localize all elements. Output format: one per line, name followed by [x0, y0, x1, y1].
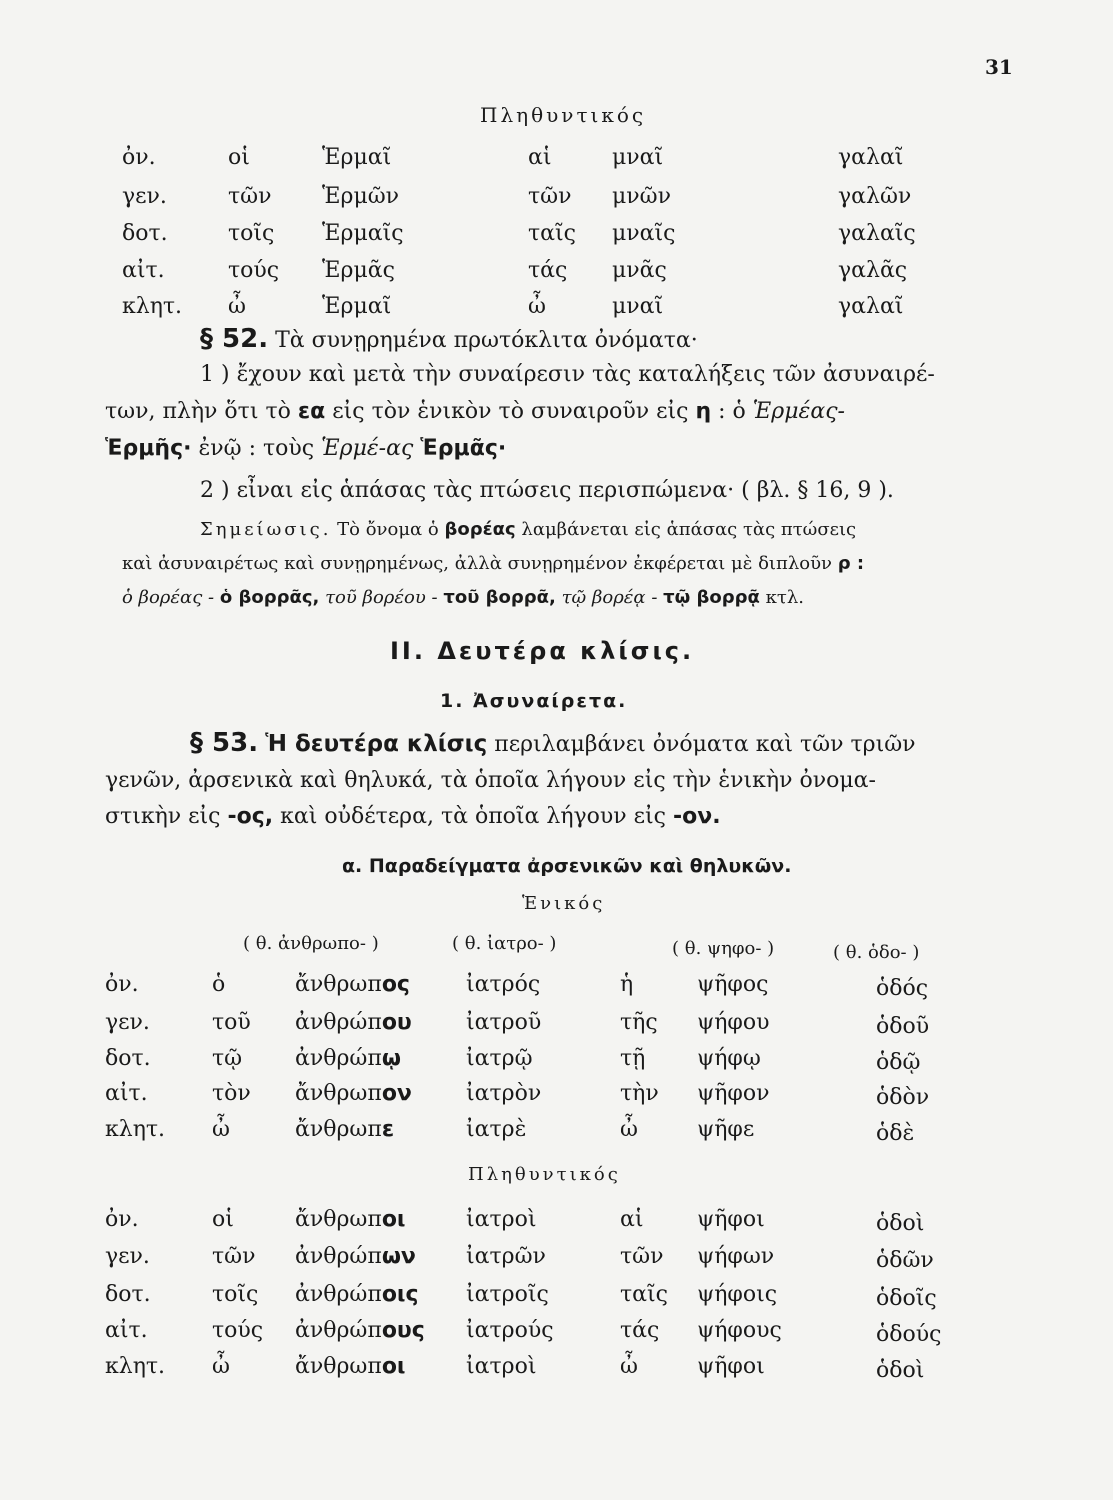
ending-part: ους [381, 1318, 425, 1343]
section-53-line2: γενῶν, ἀρσενικὰ καὶ θηλυκά, τὰ ὁποῖα λήγουν εἰς τὴν ἑνικὴν ὀνομα- [105, 768, 876, 793]
text-run: εἰς τὸν ἑνικὸν τὸ συναιροῦν εἰς [332, 399, 689, 424]
article: οἱ [212, 1207, 234, 1232]
word-boreas: βορέας [444, 519, 516, 540]
article: ὁ [212, 972, 226, 997]
noun-form: μνῶν [612, 184, 671, 209]
noun-psephos: ψήφῳ [697, 1046, 761, 1071]
noun-form: γαλῶν [838, 184, 912, 209]
singular-heading: Ἑνικός [522, 893, 606, 914]
case-label: αἰτ. [105, 1081, 148, 1106]
text-run: : ὁ [718, 399, 746, 424]
ending-part: ῳ [381, 1046, 401, 1071]
ending-ea: εα [297, 399, 326, 424]
stem-part: ἀνθρώπ [295, 1318, 382, 1343]
case-label: δοτ. [105, 1282, 151, 1307]
article: τὴν [620, 1081, 659, 1106]
text-run: περιλαμβάνει ὀνόματα καὶ τῶν τριῶν [494, 732, 916, 757]
stem-part: ἀνθρώπ [295, 1010, 382, 1035]
case-label: κλητ. [105, 1354, 166, 1379]
noun-iatros: ἰατροῦ [466, 1010, 542, 1035]
noun-psephos: ψήφων [697, 1244, 775, 1269]
article: ὦ [528, 294, 546, 319]
text-run: κτλ. [765, 587, 805, 608]
text-run: στικὴν εἰς [105, 804, 221, 829]
article: τούς [228, 258, 280, 283]
noun-hodos: ὁδῶν [876, 1248, 934, 1273]
noun-anthropos [295, 1318, 425, 1343]
article: τῆς [620, 1010, 658, 1035]
noun-iatros: ἰατροὶ [466, 1354, 537, 1379]
section-52-heading [105, 324, 1010, 354]
noun-hodos: ὁδός [876, 976, 929, 1001]
noun-anthropos [295, 1010, 412, 1035]
noun-iatros: ἰατρὸν [466, 1081, 542, 1106]
text-run: τῷ βορέᾳ - [561, 587, 658, 608]
article: ὦ [212, 1354, 230, 1379]
section-ii-title: ΙΙ. Δευτέρα κλίσις. [390, 637, 695, 665]
stem-hodo: ( θ. ὁδο- ) [833, 942, 920, 963]
noun-form: γαλᾶς [838, 258, 908, 283]
noun-psephos: ψήφοις [697, 1282, 778, 1307]
noun-iatros: ἰατροὶ [466, 1207, 537, 1232]
case-label: γεν. [105, 1244, 150, 1269]
noun-iatros: ἰατρὲ [466, 1117, 527, 1142]
ending-os: -ος, [227, 804, 274, 829]
example-hermas: Ἑρμᾶς· [420, 436, 507, 461]
note-line3 [122, 587, 804, 608]
section-53-line1 [105, 728, 1010, 758]
noun-hodos: ὁδούς [876, 1322, 942, 1347]
noun-form: Ἑρμᾶς [322, 258, 395, 283]
ending-part: οις [381, 1282, 419, 1307]
article: τῶν [228, 184, 272, 209]
ending-part: οι [381, 1354, 406, 1379]
noun-hodos: ὁδὲ [876, 1121, 915, 1146]
noun-iatros: ἰατρούς [466, 1318, 554, 1343]
article: τοῦ [212, 1010, 251, 1035]
ending-part: ου [381, 1010, 412, 1035]
article: ὦ [228, 294, 246, 319]
noun-form: γαλαῖς [838, 221, 916, 246]
noun-hodos: ὁδοῦ [876, 1014, 930, 1039]
article: ἡ [620, 972, 634, 997]
text-run: καὶ ἀσυναιρέτως καὶ συνῃρημένως, ἀλλὰ συνῃρημένον ἐκφέρεται μὲ διπλοῦν [122, 553, 832, 574]
article: αἱ [528, 145, 552, 170]
noun-anthropos [295, 1081, 412, 1106]
case-label: δοτ. [105, 1046, 151, 1071]
noun-anthropos [295, 972, 410, 997]
noun-anthropos [295, 1207, 406, 1232]
text-run: των, πλὴν ὅτι τὸ [105, 399, 291, 424]
noun-form: μναῖ [612, 294, 664, 319]
article: ὦ [620, 1354, 638, 1379]
article: τῷ [212, 1046, 243, 1071]
noun-anthropos [295, 1244, 416, 1269]
text-run: τοῦ βορρᾶ, [443, 587, 556, 608]
ending-part: ων [381, 1244, 416, 1269]
case-label: γεν. [105, 1010, 150, 1035]
article: τοῖς [228, 221, 275, 246]
noun-iatros: ἰατρός [466, 972, 541, 997]
note-line2 [122, 553, 864, 574]
noun-anthropos [295, 1117, 394, 1142]
s52-point1-line2 [105, 399, 1010, 424]
noun-form: Ἑρμαῖ [322, 145, 392, 170]
stem-part: ἀνθρώπ [295, 1244, 382, 1269]
case-label: γεν. [122, 184, 167, 209]
stem-iatro: ( θ. ἰατρο- ) [452, 933, 557, 954]
noun-form: Ἑρμαῖς [322, 221, 404, 246]
article: τάς [528, 258, 568, 283]
noun-form: Ἑρμῶν [322, 184, 400, 209]
text-run: ἐνῷ : τοὺς [198, 436, 315, 461]
ending-part: ον [381, 1081, 412, 1106]
s52-point1-line1: 1 ) ἔχουν καὶ μετὰ τὴν συναίρεσιν τὰς καταλήξεις τῶν ἀσυναιρέ- [200, 362, 935, 387]
stem-part: ἄνθρωπ [295, 1081, 382, 1106]
article: τῇ [620, 1046, 646, 1071]
article: τοῖς [212, 1282, 259, 1307]
subsection-1-title: 1. Ἀσυναίρετα. [440, 690, 628, 712]
stem-part: ἄνθρωπ [295, 1207, 382, 1232]
ending-part: οι [381, 1207, 406, 1232]
term-second-declension: Ἡ δευτέρα κλίσις [265, 731, 488, 757]
case-label: αἰτ. [122, 258, 165, 283]
noun-anthropos [295, 1046, 401, 1071]
noun-psephos: ψήφου [697, 1010, 770, 1035]
article: αἱ [620, 1207, 644, 1232]
noun-hodos: ὁδοὶ [876, 1358, 925, 1383]
stem-part: ἀνθρώπ [295, 1282, 382, 1307]
letter-rho: ρ : [837, 553, 865, 574]
ending-on: -ον. [673, 804, 721, 829]
noun-psephos: ψῆφος [697, 972, 769, 997]
article: τὸν [212, 1081, 251, 1106]
case-label: αἰτ. [105, 1318, 148, 1343]
case-label: ὀν. [122, 145, 156, 170]
case-label: κλητ. [122, 294, 183, 319]
case-label: ὀν. [105, 972, 139, 997]
article: οἱ [228, 145, 250, 170]
page-number: 31 [985, 55, 1013, 79]
noun-form: μναῖς [612, 221, 676, 246]
noun-form: γαλαῖ [838, 145, 904, 170]
article: ταῖς [620, 1282, 668, 1307]
ending-eta: η [695, 399, 712, 424]
ending-part: ος [381, 972, 410, 997]
stem-part: ἄνθρωπ [295, 1117, 382, 1142]
noun-psephos: ψῆφε [697, 1117, 755, 1142]
article: ὦ [212, 1117, 230, 1142]
noun-hodos: ὁδοῖς [876, 1286, 937, 1311]
case-label: κλητ. [105, 1117, 166, 1142]
stem-psepho: ( θ. ψηφο- ) [672, 938, 775, 959]
text-run: τῷ βορρᾷ [663, 587, 760, 608]
plural-heading-2: Πληθυντικός [468, 1164, 621, 1185]
noun-hodos: ὁδῷ [876, 1050, 921, 1075]
text-run: καὶ οὐδέτερα, τὰ ὁποῖα λήγουν εἰς [280, 804, 667, 829]
note-line1 [200, 519, 856, 540]
example-hermes: Ἑρμῆς· [105, 436, 192, 461]
s52-point1-line3 [105, 436, 1010, 461]
section-number: § 53. [190, 728, 259, 758]
noun-psephos: ψήφους [697, 1318, 782, 1343]
noun-form: Ἑρμαῖ [322, 294, 392, 319]
noun-psephos: ψῆφοι [697, 1354, 765, 1379]
noun-form: μναῖ [612, 145, 664, 170]
text-run: λαμβάνεται εἰς ἁπάσας τὰς πτώσεις [521, 519, 857, 540]
note-label: Σημείωσις. [200, 519, 332, 540]
example-hermeas: Ἑρμέας- [752, 399, 845, 424]
noun-form: μνᾶς [612, 258, 667, 283]
article: τῶν [620, 1244, 664, 1269]
example-hermeas-acc: Ἑρμέ-ας [321, 436, 414, 461]
noun-hodos: ὁδὸν [876, 1085, 930, 1110]
article: ὦ [620, 1117, 638, 1142]
article: τῶν [212, 1244, 256, 1269]
stem-part: ἄνθρωπ [295, 972, 382, 997]
noun-hodos: ὁδοὶ [876, 1211, 925, 1236]
noun-iatros: ἰατρῶν [466, 1244, 546, 1269]
plural-heading: Πληθυντικός [480, 103, 647, 127]
noun-psephos: ψῆφοι [697, 1207, 765, 1232]
ending-part: ε [381, 1117, 395, 1142]
section-53-line3 [105, 804, 1010, 829]
noun-iatros: ἰατρῷ [466, 1046, 533, 1071]
text-run: ὁ βορρᾶς, [219, 587, 320, 608]
article: τούς [212, 1318, 264, 1343]
stem-part: ἄνθρωπ [295, 1354, 382, 1379]
noun-anthropos [295, 1354, 406, 1379]
noun-anthropos [295, 1282, 419, 1307]
noun-form: γαλαῖ [838, 294, 904, 319]
case-label: δοτ. [122, 221, 168, 246]
section-number: § 52. [200, 324, 269, 354]
noun-psephos: ψῆφον [697, 1081, 770, 1106]
article: ταῖς [528, 221, 576, 246]
article: τάς [620, 1318, 660, 1343]
text-run: τοῦ βορέου - [325, 587, 438, 608]
article: τῶν [528, 184, 572, 209]
text-run: ὁ βορέας - [122, 587, 215, 608]
stem-part: ἀνθρώπ [295, 1046, 382, 1071]
section-intro: Τὰ συνῃρημένα πρωτόκλιτα ὀνόματα· [275, 328, 698, 353]
noun-iatros: ἰατροῖς [466, 1282, 549, 1307]
text-run: Τὸ ὄνομα ὁ [337, 519, 439, 540]
s52-point2: 2 ) εἶναι εἰς ἁπάσας τὰς πτώσεις περισπώμενα· ( βλ. § 16, 9 ). [200, 478, 894, 503]
case-label: ὀν. [105, 1207, 139, 1232]
subsection-alpha-title: α. Παραδείγματα ἀρσενικῶν καὶ θηλυκῶν. [342, 855, 792, 877]
stem-anthropo: ( θ. ἀνθρωπο- ) [243, 933, 379, 954]
